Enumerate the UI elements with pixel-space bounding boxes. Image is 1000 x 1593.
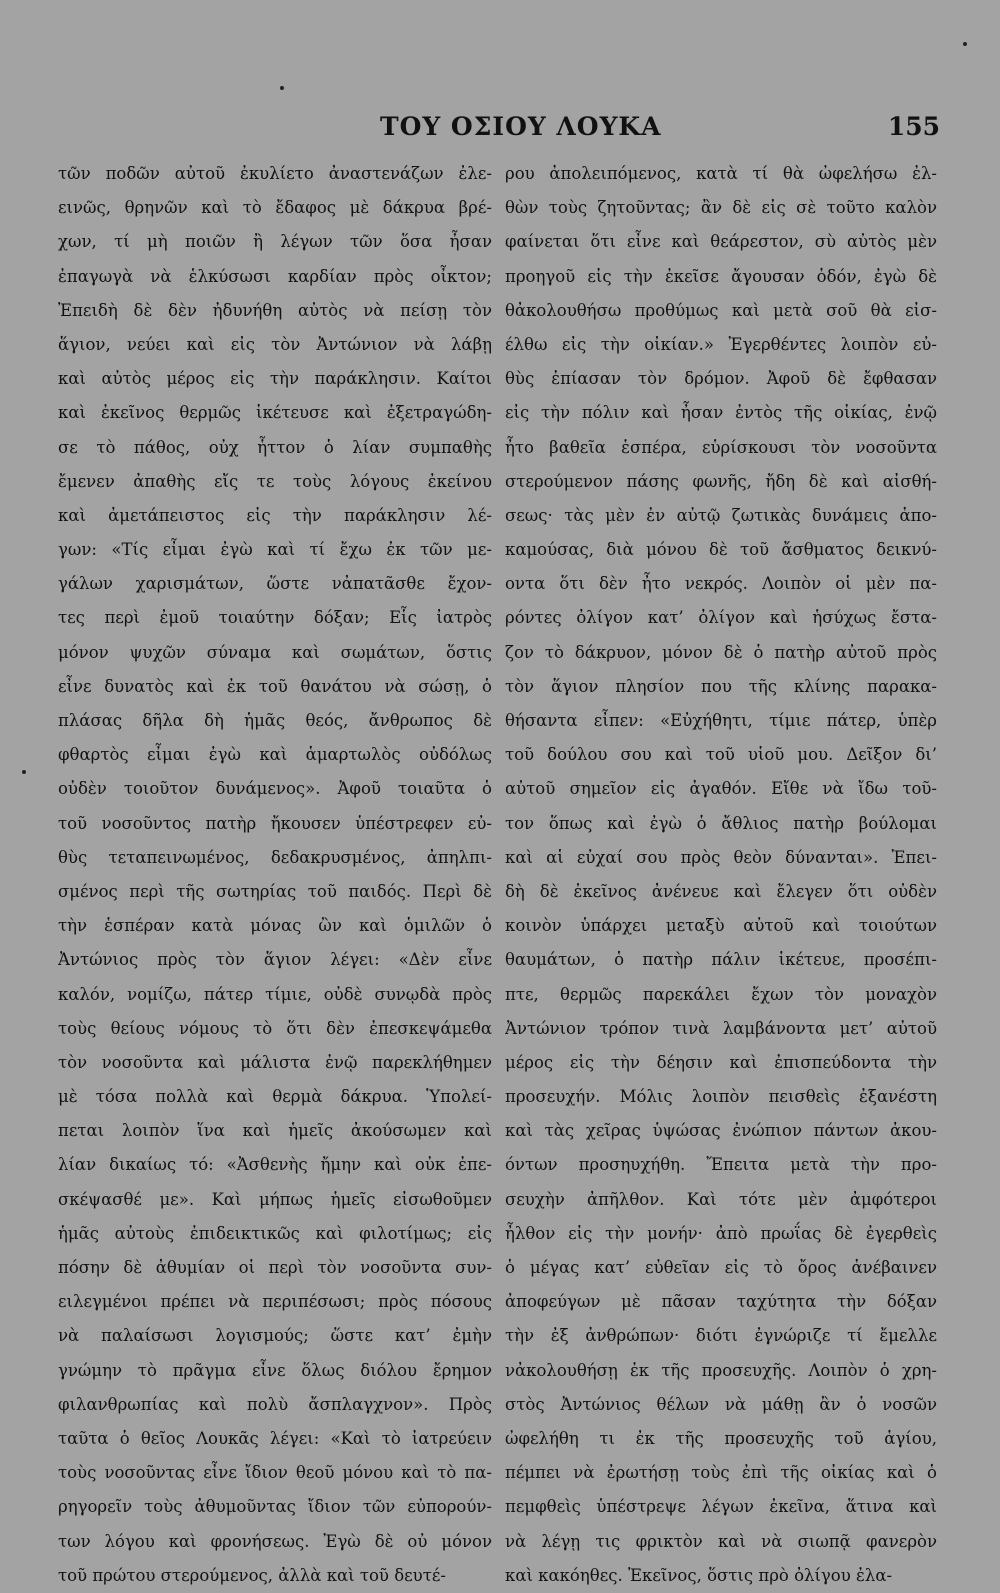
text-line: καὶ τὰς χεῖρας ὑψώσας ἐνώπιον πάντων ἀκου- xyxy=(505,1121,937,1141)
text-line: όντων προσηυχήθη. Ἔπειτα μετὰ τὴν προ- xyxy=(505,1155,937,1175)
text-line: νὰ παλαίσωσι λογισμούς; ὥστε κατ’ ἐμὴν xyxy=(58,1326,492,1346)
text-line: καὶ ἀμετάπειστος εἰς τὴν παράκλησιν λέ- xyxy=(58,505,492,525)
text-line: σεως· τὰς μὲν ἐν αὐτῷ ζωτικὰς δυνάμεις ἀπο- xyxy=(505,505,937,525)
text-line: τὴν ἑσπέραν κατὰ μόνας ὢν καὶ ὁμιλῶν ὁ xyxy=(58,916,492,936)
ink-speck xyxy=(22,770,26,774)
text-line: ρηγορεῖν τοὺς ἀθυμοῦντας ἴδιον τῶν εὐπορούν- xyxy=(58,1497,492,1517)
text-line: τες περὶ ἐμοῦ τοιαύτην δόξαν; Εἷς ἰατρὸς xyxy=(58,608,492,628)
text-line: ἦλθον εἰς τὴν μονήν· ἀπὸ πρωΐας δὲ ἐγερθεὶς xyxy=(505,1223,937,1243)
text-line: στερούμενον πάσης φωνῆς, ἤδη δὲ καὶ αἰσθή- xyxy=(505,471,937,491)
text-line: πεμφθεὶς ὑπέστρεψε λέγων ἐκεῖνα, ἅτινα καὶ xyxy=(505,1497,937,1517)
text-line: τοὺς νοσοῦντας εἶνε ἴδιον θεοῦ μόνου καὶ τὸ πα- xyxy=(58,1463,492,1483)
text-line: ἐπαγωγὰ νὰ ἑλκύσωσι καρδίαν πρὸς οἶκτον; xyxy=(58,266,492,286)
text-line: ταῦτα ὁ θεῖος Λουκᾶς λέγει: «Καὶ τὸ ἰατρεύειν xyxy=(58,1428,492,1448)
text-line: προσευχήν. Μόλις λοιπὸν πεισθεὶς ἐξανέστη xyxy=(505,1087,937,1107)
text-line: θὺς τεταπεινωμένος, δεδακρυσμένος, ἀπηλπι- xyxy=(58,847,492,867)
text-line: εινῶς, θρηνῶν καὶ τὸ ἔδαφος μὲ δάκρυα βρέ- xyxy=(58,198,492,218)
text-line: ἀποφεύγων μὲ πᾶσαν ταχύτητα τὴν δόξαν xyxy=(505,1292,937,1312)
text-line: μέρος εἰς τὴν δέησιν καὶ ἐπισπεύδοντα τὴν xyxy=(505,1052,937,1072)
page-number: 155 xyxy=(887,112,940,141)
text-line: εἶνε δυνατὸς καὶ ἐκ τοῦ θανάτου νὰ σώσῃ, ὁ xyxy=(58,676,492,696)
text-line: σε τὸ πάθος, οὐχ ἧττον ὁ λίαν συμπαθὴς xyxy=(58,437,492,457)
text-column-left xyxy=(58,157,492,1593)
text-line: τὴν ἐξ ἀνθρώπων· διότι ἐγνώριζε τί ἔμελλε xyxy=(505,1326,937,1346)
text-line: καμούσας, διὰ μόνου δὲ τοῦ ἄσθματος δεικνύ- xyxy=(505,540,937,560)
text-line: γων: «Τίς εἶμαι ἐγὼ καὶ τί ἔχω ἐκ τῶν με- xyxy=(58,540,492,560)
text-line: μόνον ψυχῶν σύναμα καὶ σωμάτων, ὅστις xyxy=(58,642,492,662)
text-line: σευχὴν ἀπῆλθον. Καὶ τότε μὲν ἀμφότεροι xyxy=(505,1189,937,1209)
text-line: θὺς ἐπίασαν τὸν δρόμον. Ἀφοῦ δὲ ἔφθασαν xyxy=(505,369,937,389)
ink-speck xyxy=(280,86,284,90)
text-line: ρόντες ὀλίγον κατ’ ὀλίγον καὶ ἡσύχως ἔστα- xyxy=(505,608,937,628)
text-line: τοῦ δούλου σου καὶ τοῦ υἱοῦ μου. Δεῖξον δι’ xyxy=(505,745,937,765)
text-line: προηγοῦ εἰς τὴν ἐκεῖσε ἄγουσαν ὁδόν, ἐγὼ δὲ xyxy=(505,266,937,286)
text-line: φιλανθρωπίας καὶ πολὺ ἄσπλαγχνον». Πρὸς xyxy=(58,1394,492,1414)
text-line: σμένος περὶ τῆς σωτηρίας τοῦ παιδός. Περὶ δὲ xyxy=(58,881,492,901)
text-line: γνώμην τὸ πρᾶγμα εἶνε ὅλως διόλου ἔρημον xyxy=(58,1360,492,1380)
text-line: ζον τὸ δάκρυον, μόνον δὲ ὁ πατὴρ αὐτοῦ πρὸς xyxy=(505,642,937,662)
text-line: θήσαντα εἶπεν: «Εὐχήθητι, τίμιε πάτερ, ὑπὲρ xyxy=(505,711,937,730)
text-line: έλθω εἰς τὴν οἰκίαν.» Ἐγερθέντες λοιπὸν εὐ- xyxy=(505,334,937,354)
text-line: τοῦ νοσοῦντος πατὴρ ἤκουσεν ὑπέστρεφεν εὐ- xyxy=(58,813,492,833)
text-line: καὶ αἱ εὐχαί σου πρὸς θεὸν δύνανται». Ἐπει- xyxy=(505,847,937,867)
text-line: νὰ λέγῃ τις φρικτὸν καὶ νὰ σιωπᾷ φανερὸν xyxy=(505,1531,937,1551)
text-line: φθαρτὸς εἶμαι ἐγὼ καὶ ἁμαρτωλὸς οὐδόλως xyxy=(58,745,492,765)
text-line: ἦτο βαθεῖα ἑσπέρα, εὑρίσκουσι τὸν νοσοῦντα xyxy=(505,437,937,457)
text-line: καὶ κακόηθες. Ἐκεῖνος, ὅστις πρὸ ὀλίγου ἐλα- xyxy=(505,1565,893,1585)
text-line: Ἀντώνιον τρόπον τινὰ λαμβάνοντα μετ’ αὐτοῦ xyxy=(505,1018,937,1038)
running-header-title: ΤΟΥ ΟΣΙΟΥ ΛΟΥΚΑ xyxy=(380,112,662,141)
text-line: πτε, θερμῶς παρεκάλει ἔχων τὸν μοναχὸν xyxy=(505,984,937,1004)
text-line: πέμπει νὰ ἐρωτήσῃ τοὺς ἐπὶ τῆς οἰκίας καὶ ὁ xyxy=(505,1463,937,1483)
text-line: τὸν ἅγιον πλησίον που τῆς κλίνης παρακα- xyxy=(505,676,937,696)
text-line: μὲ τόσα πολλὰ καὶ θερμὰ δάκρυα. Ὑπολεί- xyxy=(58,1087,492,1107)
text-line: τον ὅπως καὶ ἐγὼ ὁ ἄθλιος πατὴρ βούλομαι xyxy=(505,813,937,833)
text-line: χων, τί μὴ ποιῶν ἢ λέγων τῶν ὅσα ἦσαν xyxy=(58,232,492,252)
text-line: κοινὸν ὑπάρχει μεταξὺ αὐτοῦ καὶ τοιούτων xyxy=(505,916,937,936)
text-line: θἀκολουθήσω προθύμως καὶ μετὰ σοῦ θὰ εἰσ- xyxy=(505,300,937,320)
text-line: ἅγιον, νεύει καὶ εἰς τὸν Ἀντώνιον νὰ λάβῃ xyxy=(58,334,492,354)
text-line: ειλεγμένοι πρέπει νὰ περιπέσωσι; πρὸς πόσους xyxy=(58,1292,492,1312)
text-line: νἀκολουθήσῃ ἐκ τῆς προσευχῆς. Λοιπὸν ὁ χρη- xyxy=(505,1360,937,1380)
text-line: αὐτοῦ σημεῖον εἰς ἀγαθόν. Εἴθε νὰ ἴδω τοῦ- xyxy=(505,779,937,799)
text-line: καὶ αὐτὸς μέρος εἰς τὴν παράκλησιν. Καίτοι xyxy=(58,369,492,389)
text-line: οντα ὅτι δὲν ἦτο νεκρός. Λοιπὸν οἱ μὲν πα- xyxy=(505,574,937,594)
text-line: τῶν ποδῶν αὐτοῦ ἐκυλίετο ἀναστενάζων ἐλε- xyxy=(58,164,492,183)
text-line: σκέψασθέ με». Καὶ μήπως ἡμεῖς εἰσωθοῦμεν xyxy=(58,1189,492,1209)
text-line: ὁ μέγας κατ’ εὐθεῖαν εἰς τὸ ὄρος ἀνέβαινεν xyxy=(505,1258,937,1277)
text-line: ὠφελήθη τι ἐκ τῆς προσευχῆς τοῦ ἁγίου, xyxy=(505,1428,937,1448)
text-line: ἔμενεν ἀπαθὴς εἴς τε τοὺς λόγους ἐκείνου xyxy=(58,471,492,491)
text-line: τοὺς θείους νόμους τὸ ὅτι δὲν ἐπεσκεψάμεθα xyxy=(58,1018,492,1038)
text-column-right xyxy=(505,157,937,1593)
text-line: γάλων χαρισμάτων, ὥστε νἀπατᾶσθε ἔχον- xyxy=(58,574,492,594)
ink-speck xyxy=(963,42,967,46)
text-line: ἡμᾶς αὐτοὺς ἐπιδεικτικῶς καὶ φιλοτίμως; εἰς xyxy=(58,1223,492,1243)
text-line: εἰς τὴν πόλιν καὶ ἦσαν ἐντὸς τῆς οἰκίας, ἐνῷ xyxy=(505,403,937,423)
text-line: των λόγου καὶ φρονήσεως. Ἐγὼ δὲ οὐ μόνον xyxy=(58,1531,492,1551)
text-line: καὶ ἐκεῖνος θερμῶς ἱκέτευσε καὶ ἐξετραγώδη- xyxy=(58,403,492,423)
text-line: ρου ἀπολειπόμενος, κατὰ τί θὰ ὠφελήσω ἐλ- xyxy=(505,164,937,183)
text-line: φαίνεται ὅτι εἶνε καὶ θεάρεστον, σὺ αὐτὸς μὲν xyxy=(505,232,937,252)
text-line: λίαν δικαίως τό: «Ἀσθενὴς ἤμην καὶ οὐκ ἐπε- xyxy=(58,1155,492,1175)
text-line: πόσην δὲ ἀθυμίαν οἱ περὶ τὸν νοσοῦντα συν- xyxy=(58,1258,492,1277)
text-line: Ἐπειδὴ δὲ δὲν ἠδυνήθη αὐτὸς νὰ πείσῃ τὸν xyxy=(58,300,492,320)
text-line: Ἀντώνιος πρὸς τὸν ἅγιον λέγει: «Δὲν εἶνε xyxy=(58,950,492,970)
text-line: θὼν τοὺς ζητοῦντας; ἂν δὲ εἰς σὲ τοῦτο καλὸν xyxy=(505,198,937,218)
text-line: καλόν, νομίζω, πάτερ τίμιε, οὐδὲ συνῳδὰ πρὸς xyxy=(58,984,492,1004)
column-gutter xyxy=(498,155,499,1555)
text-line: τὸν νοσοῦντα καὶ μάλιστα ἐνῷ παρεκλήθημεν xyxy=(58,1052,492,1072)
text-line: πλάσας δῆλα δὴ ἡμᾶς θεός, ἄνθρωπος δὲ xyxy=(58,711,492,730)
text-line: θαυμάτων, ὁ πατὴρ πάλιν ἱκέτευε, προσέπι- xyxy=(505,950,937,970)
text-line: τοῦ πρώτου στερούμενος, ἀλλὰ καὶ τοῦ δευτέ- xyxy=(58,1565,446,1585)
text-line: στὸς Ἀντώνιος θέλων νὰ μάθῃ ἂν ὁ νοσῶν xyxy=(505,1394,937,1414)
text-line: οὐδὲν τοιοῦτον δυνάμενος». Ἀφοῦ τοιαῦτα ὁ xyxy=(58,779,492,799)
text-line: πεται λοιπὸν ἵνα καὶ ἡμεῖς ἀκούσωμεν καὶ xyxy=(58,1121,492,1141)
text-line: δὴ δὲ ἐκεῖνος ἀνένευε καὶ ἔλεγεν ὅτι οὐδὲν xyxy=(505,881,937,901)
